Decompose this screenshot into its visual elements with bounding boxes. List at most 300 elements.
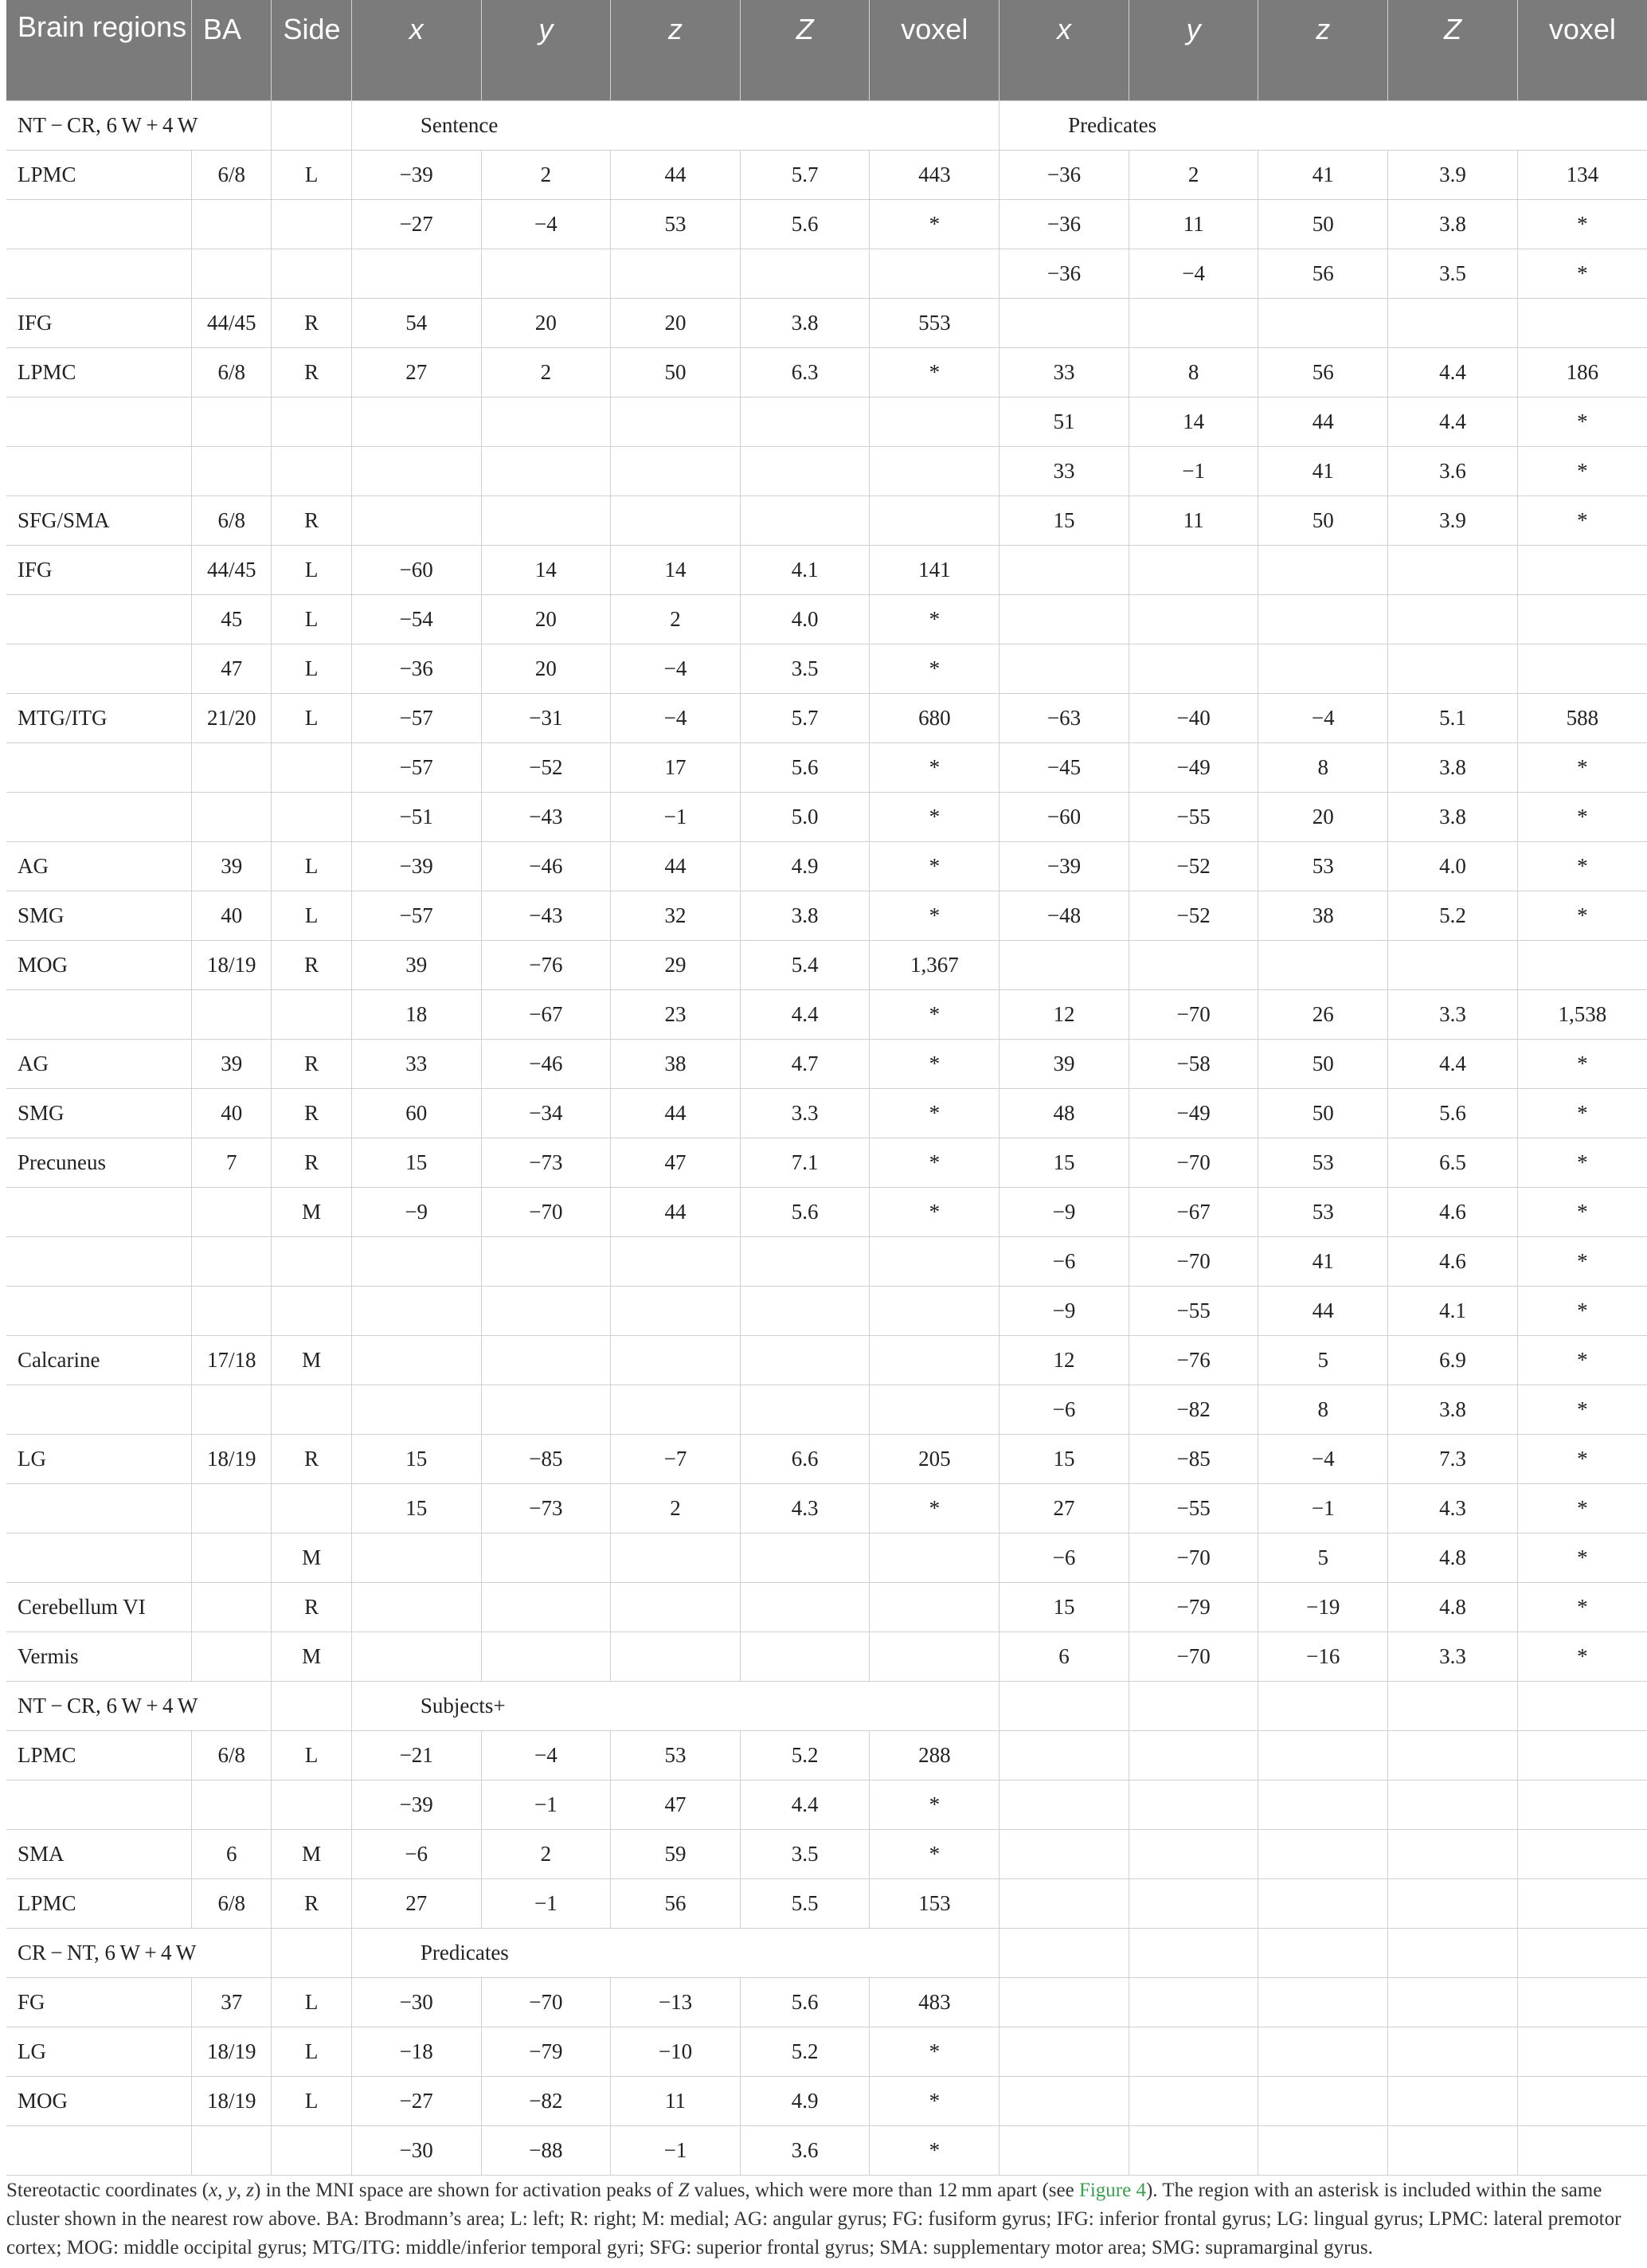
data-cell: 205 xyxy=(870,1435,1000,1484)
table-row xyxy=(6,1879,1647,1929)
data-cell xyxy=(272,793,351,842)
data-cell xyxy=(1129,1731,1258,1780)
data-cell: −36 xyxy=(1000,151,1129,200)
table-row xyxy=(6,743,1647,793)
table-row xyxy=(6,1237,1647,1287)
data-cell xyxy=(611,249,741,299)
data-cell xyxy=(611,398,741,447)
data-cell: R xyxy=(272,348,351,398)
data-cell: −48 xyxy=(1000,891,1129,941)
data-cell: −16 xyxy=(1258,1632,1388,1682)
data-cell xyxy=(1129,1978,1258,2027)
data-cell: 2 xyxy=(481,348,611,398)
data-cell: 50 xyxy=(1258,1040,1388,1089)
data-cell xyxy=(1388,299,1518,348)
data-cell: −21 xyxy=(351,1731,481,1780)
data-cell: 45 xyxy=(192,595,272,644)
region-cell: Calcarine xyxy=(6,1336,192,1385)
data-cell: 5 xyxy=(1258,1534,1388,1583)
header-brain-regions: Brain regions xyxy=(6,0,192,101)
data-cell xyxy=(1517,2027,1647,2077)
data-cell xyxy=(1258,595,1388,644)
data-cell: −9 xyxy=(1000,1188,1129,1237)
data-cell: R xyxy=(272,1435,351,1484)
data-cell: 33 xyxy=(351,1040,481,1089)
region-cell: SMA xyxy=(6,1830,192,1879)
section-side-blank xyxy=(272,1682,351,1731)
header-y-2: y xyxy=(1129,0,1258,101)
data-cell xyxy=(192,398,272,447)
data-cell: −70 xyxy=(481,1188,611,1237)
data-cell xyxy=(740,1287,870,1336)
data-cell xyxy=(1388,2077,1518,2126)
data-cell: 47 xyxy=(192,644,272,694)
data-cell xyxy=(192,447,272,496)
data-cell: 27 xyxy=(351,348,481,398)
empty-cell xyxy=(1129,1929,1258,1978)
data-cell xyxy=(1258,1978,1388,2027)
data-cell xyxy=(1129,595,1258,644)
figure-4-link[interactable]: Figure 4 xyxy=(1078,2180,1146,2201)
data-cell xyxy=(192,1484,272,1534)
data-cell xyxy=(611,1336,741,1385)
data-cell: L xyxy=(272,2027,351,2077)
data-cell: −73 xyxy=(481,1138,611,1188)
table-row xyxy=(6,941,1647,990)
region-cell: Vermis xyxy=(6,1632,192,1682)
data-cell: 5.7 xyxy=(740,694,870,743)
data-cell: M xyxy=(272,1188,351,1237)
data-cell: R xyxy=(272,941,351,990)
data-cell xyxy=(611,1287,741,1336)
data-cell: 15 xyxy=(351,1138,481,1188)
data-cell: −60 xyxy=(1000,793,1129,842)
data-cell xyxy=(1129,941,1258,990)
data-cell xyxy=(1129,1879,1258,1929)
data-cell: 11 xyxy=(611,2077,741,2126)
data-cell: 20 xyxy=(1258,793,1388,842)
data-cell: −6 xyxy=(1000,1237,1129,1287)
header-voxel-2: voxel xyxy=(1517,0,1647,101)
data-cell: 18 xyxy=(351,990,481,1040)
data-cell: −4 xyxy=(481,200,611,249)
data-cell xyxy=(611,1237,741,1287)
table-row xyxy=(6,1287,1647,1336)
data-cell: L xyxy=(272,842,351,891)
data-cell xyxy=(870,249,1000,299)
data-cell xyxy=(481,1287,611,1336)
data-cell xyxy=(1517,2126,1647,2176)
table-row xyxy=(6,151,1647,200)
data-cell xyxy=(351,249,481,299)
data-cell: 44 xyxy=(1258,1287,1388,1336)
data-cell: 3.5 xyxy=(740,644,870,694)
data-cell: 4.0 xyxy=(1388,842,1518,891)
data-cell xyxy=(1258,299,1388,348)
data-cell: 4.1 xyxy=(1388,1287,1518,1336)
data-cell: 12 xyxy=(1000,990,1129,1040)
data-cell: −40 xyxy=(1129,694,1258,743)
data-cell: * xyxy=(870,1188,1000,1237)
region-cell: IFG xyxy=(6,546,192,595)
data-cell xyxy=(192,793,272,842)
data-cell: −85 xyxy=(1129,1435,1258,1484)
data-cell: * xyxy=(1517,842,1647,891)
data-cell: −39 xyxy=(1000,842,1129,891)
data-cell xyxy=(611,1534,741,1583)
data-cell: 6/8 xyxy=(192,496,272,546)
data-cell: * xyxy=(870,1040,1000,1089)
data-cell: 6 xyxy=(192,1830,272,1879)
data-cell: * xyxy=(1517,1583,1647,1632)
table-row xyxy=(6,1632,1647,1682)
data-cell xyxy=(272,1780,351,1830)
header-x-2: x xyxy=(1000,0,1129,101)
data-cell: −27 xyxy=(351,200,481,249)
data-cell: * xyxy=(870,842,1000,891)
data-cell: 680 xyxy=(870,694,1000,743)
data-cell xyxy=(1000,644,1129,694)
data-cell: * xyxy=(870,990,1000,1040)
data-cell: 15 xyxy=(1000,1138,1129,1188)
data-cell: 17/18 xyxy=(192,1336,272,1385)
data-cell: 4.4 xyxy=(1388,348,1518,398)
data-cell xyxy=(272,1385,351,1435)
data-cell xyxy=(351,447,481,496)
data-cell: 38 xyxy=(611,1040,741,1089)
data-cell: 39 xyxy=(351,941,481,990)
region-cell: Precuneus xyxy=(6,1138,192,1188)
data-cell: −55 xyxy=(1129,1287,1258,1336)
data-cell: −54 xyxy=(351,595,481,644)
data-cell: 18/19 xyxy=(192,2027,272,2077)
data-cell: −1 xyxy=(481,1780,611,1830)
data-cell xyxy=(870,1237,1000,1287)
data-cell: * xyxy=(870,743,1000,793)
data-cell: 4.8 xyxy=(1388,1583,1518,1632)
header-voxel-1: voxel xyxy=(870,0,1000,101)
data-cell xyxy=(740,1237,870,1287)
data-cell: 20 xyxy=(611,299,741,348)
data-cell: 5.0 xyxy=(740,793,870,842)
data-cell xyxy=(272,200,351,249)
table-footnote xyxy=(6,2176,1639,2262)
data-cell: 4.0 xyxy=(740,595,870,644)
data-cell: 15 xyxy=(351,1484,481,1534)
data-cell: 4.9 xyxy=(740,2077,870,2126)
data-cell: 4.8 xyxy=(1388,1534,1518,1583)
data-cell: 5.4 xyxy=(740,941,870,990)
data-cell xyxy=(1000,299,1129,348)
data-cell xyxy=(870,1287,1000,1336)
table-row xyxy=(6,1484,1647,1534)
table-row xyxy=(6,595,1647,644)
data-cell: −1 xyxy=(1129,447,1258,496)
region-cell: LPMC xyxy=(6,348,192,398)
header-row xyxy=(6,0,1647,101)
data-cell: R xyxy=(272,1879,351,1929)
data-cell xyxy=(611,1385,741,1435)
data-cell: 483 xyxy=(870,1978,1000,2027)
data-cell: 11 xyxy=(1129,200,1258,249)
data-cell: 27 xyxy=(351,1879,481,1929)
data-cell xyxy=(1000,2126,1129,2176)
data-cell: 3.8 xyxy=(1388,200,1518,249)
data-cell: M xyxy=(272,1336,351,1385)
data-cell: 53 xyxy=(611,1731,741,1780)
data-cell: * xyxy=(1517,398,1647,447)
data-cell xyxy=(192,1237,272,1287)
data-cell xyxy=(1129,2027,1258,2077)
data-cell xyxy=(481,1583,611,1632)
data-cell: * xyxy=(1517,1237,1647,1287)
data-cell: 6/8 xyxy=(192,1731,272,1780)
data-cell xyxy=(351,496,481,546)
table-body xyxy=(6,101,1647,2176)
data-cell xyxy=(192,1780,272,1830)
data-cell: 588 xyxy=(1517,694,1647,743)
data-cell: * xyxy=(1517,1188,1647,1237)
section-label-right: Predicates xyxy=(1000,101,1647,151)
data-cell xyxy=(272,1287,351,1336)
data-cell xyxy=(1517,1780,1647,1830)
data-cell xyxy=(1517,941,1647,990)
data-cell xyxy=(1258,1780,1388,1830)
data-cell xyxy=(192,1188,272,1237)
data-cell xyxy=(481,1237,611,1287)
data-cell: 6/8 xyxy=(192,348,272,398)
table-row xyxy=(6,1040,1647,1089)
empty-cell xyxy=(1129,1682,1258,1731)
data-cell: −4 xyxy=(611,694,741,743)
data-cell: 47 xyxy=(611,1780,741,1830)
data-cell: 44 xyxy=(611,842,741,891)
data-cell xyxy=(870,1385,1000,1435)
data-cell: 39 xyxy=(192,1040,272,1089)
data-cell: −57 xyxy=(351,743,481,793)
data-cell: 32 xyxy=(611,891,741,941)
data-cell xyxy=(1517,595,1647,644)
data-cell: 41 xyxy=(1258,151,1388,200)
data-cell: −55 xyxy=(1129,1484,1258,1534)
region-cell xyxy=(6,595,192,644)
data-cell: −52 xyxy=(1129,842,1258,891)
table-row xyxy=(6,990,1647,1040)
data-cell xyxy=(1388,1978,1518,2027)
data-cell: 3.9 xyxy=(1388,151,1518,200)
data-cell: 44 xyxy=(611,1089,741,1138)
data-cell xyxy=(1388,546,1518,595)
data-cell: 23 xyxy=(611,990,741,1040)
data-cell xyxy=(192,1287,272,1336)
data-cell: 18/19 xyxy=(192,2077,272,2126)
data-cell: 53 xyxy=(1258,1188,1388,1237)
data-cell: 3.8 xyxy=(740,299,870,348)
data-cell xyxy=(870,447,1000,496)
data-cell: −60 xyxy=(351,546,481,595)
data-cell: 33 xyxy=(1000,447,1129,496)
table-row xyxy=(6,1830,1647,1879)
data-cell: * xyxy=(1517,1089,1647,1138)
data-cell: −43 xyxy=(481,793,611,842)
data-cell: 53 xyxy=(1258,842,1388,891)
data-cell: 50 xyxy=(1258,1089,1388,1138)
data-cell xyxy=(1258,644,1388,694)
data-cell: R xyxy=(272,299,351,348)
data-cell: * xyxy=(1517,1435,1647,1484)
data-cell xyxy=(870,398,1000,447)
region-cell xyxy=(6,793,192,842)
data-cell: 7 xyxy=(192,1138,272,1188)
data-cell: −30 xyxy=(351,1978,481,2027)
table-row xyxy=(6,1089,1647,1138)
table-row xyxy=(6,2027,1647,2077)
region-cell xyxy=(6,398,192,447)
table-row xyxy=(6,891,1647,941)
table-row xyxy=(6,1385,1647,1435)
data-cell xyxy=(1388,644,1518,694)
data-cell xyxy=(351,1287,481,1336)
data-cell: −85 xyxy=(481,1435,611,1484)
data-cell: 4.4 xyxy=(740,1780,870,1830)
region-cell xyxy=(6,1534,192,1583)
data-cell: 2 xyxy=(481,151,611,200)
empty-cell xyxy=(1258,1682,1388,1731)
table-row xyxy=(6,2077,1647,2126)
header-z-2: z xyxy=(1258,0,1388,101)
data-cell: * xyxy=(1517,1385,1647,1435)
data-cell: * xyxy=(1517,1534,1647,1583)
data-cell: −70 xyxy=(1129,1237,1258,1287)
data-cell: −52 xyxy=(1129,891,1258,941)
data-cell: * xyxy=(870,200,1000,249)
data-cell: * xyxy=(870,1138,1000,1188)
data-cell xyxy=(1000,595,1129,644)
empty-cell xyxy=(1000,1682,1129,1731)
data-cell: 3.3 xyxy=(1388,1632,1518,1682)
note-text: ). The region with an asterisk is included within the same cluster shown in the nearest row above. BA: Brodmann’s area; L: left; R: right; M: medial; AG: angular gyrus; FG: fusiform gyrus; IFG: inferior frontal gyrus; LG: lingual gyrus; LPMC: lateral premotor cortex; MOG: middle occipital gyrus; MTG/ITG: middle/inferior temporal gyri; SFG: superior frontal gyrus; SMA: supplementary motor area; SMG: supramarginal gyrus. xyxy=(6,2180,1622,2258)
data-cell: 288 xyxy=(870,1731,1000,1780)
data-cell xyxy=(192,2126,272,2176)
data-cell xyxy=(481,1336,611,1385)
data-cell: * xyxy=(1517,200,1647,249)
data-cell: 26 xyxy=(1258,990,1388,1040)
data-cell: −52 xyxy=(481,743,611,793)
data-cell xyxy=(1258,1830,1388,1879)
data-cell xyxy=(1517,2077,1647,2126)
data-cell: −70 xyxy=(1129,1632,1258,1682)
empty-cell xyxy=(1517,1682,1647,1731)
note-coord-y: y xyxy=(227,2180,237,2201)
data-cell xyxy=(1000,2077,1129,2126)
region-cell: MOG xyxy=(6,2077,192,2126)
note-sep: , xyxy=(236,2180,247,2201)
data-cell: −73 xyxy=(481,1484,611,1534)
data-cell: M xyxy=(272,1534,351,1583)
data-cell: −27 xyxy=(351,2077,481,2126)
data-cell: −1 xyxy=(611,793,741,842)
data-cell: 51 xyxy=(1000,398,1129,447)
data-cell xyxy=(740,496,870,546)
data-cell xyxy=(740,249,870,299)
data-cell: 5.2 xyxy=(1388,891,1518,941)
data-cell xyxy=(1388,2027,1518,2077)
data-cell: 41 xyxy=(1258,447,1388,496)
region-cell: LPMC xyxy=(6,151,192,200)
data-cell: −9 xyxy=(1000,1287,1129,1336)
data-cell: 50 xyxy=(611,348,741,398)
data-cell: L xyxy=(272,2077,351,2126)
data-cell: 17 xyxy=(611,743,741,793)
data-cell: −30 xyxy=(351,2126,481,2176)
data-cell: 4.6 xyxy=(1388,1188,1518,1237)
data-cell xyxy=(351,1237,481,1287)
data-cell: 3.8 xyxy=(740,891,870,941)
data-cell: * xyxy=(870,1089,1000,1138)
data-cell: 50 xyxy=(1258,200,1388,249)
data-cell xyxy=(740,1336,870,1385)
table-row xyxy=(6,546,1647,595)
header-ba: BA xyxy=(192,0,272,101)
data-cell: −46 xyxy=(481,842,611,891)
data-cell xyxy=(740,1583,870,1632)
region-cell xyxy=(6,1188,192,1237)
header-zscore-1: Z xyxy=(740,0,870,101)
data-cell: 2 xyxy=(1129,151,1258,200)
data-cell xyxy=(351,1583,481,1632)
data-cell: 44/45 xyxy=(192,546,272,595)
data-cell xyxy=(1517,1879,1647,1929)
table-row xyxy=(6,348,1647,398)
data-cell: 33 xyxy=(1000,348,1129,398)
data-cell: * xyxy=(1517,249,1647,299)
region-cell xyxy=(6,1385,192,1435)
table-row xyxy=(6,842,1647,891)
data-cell: 5.2 xyxy=(740,1731,870,1780)
data-cell xyxy=(611,447,741,496)
data-cell: L xyxy=(272,891,351,941)
data-cell xyxy=(1258,2027,1388,2077)
data-cell: 7.1 xyxy=(740,1138,870,1188)
data-cell xyxy=(1388,941,1518,990)
table-row xyxy=(6,1435,1647,1484)
data-cell: −57 xyxy=(351,694,481,743)
data-cell xyxy=(1129,644,1258,694)
header-y-1: y xyxy=(481,0,611,101)
data-cell: −4 xyxy=(1258,1435,1388,1484)
data-cell: * xyxy=(870,595,1000,644)
data-cell xyxy=(351,1385,481,1435)
data-cell: * xyxy=(870,1780,1000,1830)
data-cell xyxy=(611,496,741,546)
table-row xyxy=(6,694,1647,743)
data-cell: −82 xyxy=(1129,1385,1258,1435)
region-cell: LG xyxy=(6,1435,192,1484)
region-cell xyxy=(6,1237,192,1287)
data-cell xyxy=(611,1632,741,1682)
section-label-left: Subjects+ xyxy=(351,1682,999,1731)
data-cell: −36 xyxy=(351,644,481,694)
data-cell: * xyxy=(870,2126,1000,2176)
data-cell xyxy=(192,200,272,249)
data-cell: 4.4 xyxy=(1388,398,1518,447)
data-cell xyxy=(481,447,611,496)
data-cell xyxy=(1258,941,1388,990)
section-condition: CR − NT, 6 W + 4 W xyxy=(6,1929,272,1978)
data-cell xyxy=(1129,299,1258,348)
data-cell xyxy=(351,398,481,447)
table-row xyxy=(6,1978,1647,2027)
